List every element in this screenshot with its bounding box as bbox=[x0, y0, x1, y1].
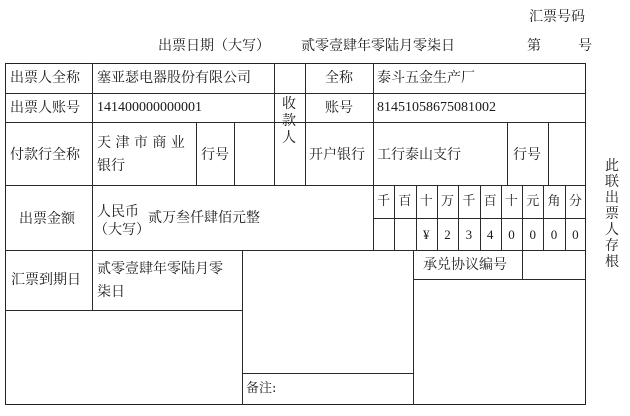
amount-unit-label: 元 bbox=[526, 194, 540, 209]
payee-side-label: 收 款 人 bbox=[282, 96, 296, 146]
col-divider bbox=[522, 250, 523, 279]
payee-name-label: 全称 bbox=[325, 70, 353, 86]
col-divider bbox=[92, 63, 93, 310]
draft-number-label: 汇票号码 bbox=[529, 9, 585, 25]
col-divider bbox=[242, 250, 243, 405]
amount-digit: ¥ bbox=[423, 227, 430, 242]
acceptance-row-divider bbox=[413, 279, 586, 280]
amount-digit: 2 bbox=[444, 227, 451, 242]
col-divider bbox=[548, 122, 549, 185]
drawer-account-label: 出票人账号 bbox=[10, 100, 80, 116]
payee-bank-code-label: 行号 bbox=[513, 147, 541, 163]
col-divider bbox=[413, 250, 414, 405]
col-divider bbox=[234, 122, 235, 185]
col-divider bbox=[373, 63, 374, 250]
page-label-hao: 号 bbox=[578, 38, 592, 54]
copy-note: 此 联 出 票 人 存 根 bbox=[605, 158, 619, 270]
amount-unit-label: 角 bbox=[547, 194, 561, 209]
remark-divider bbox=[242, 373, 413, 374]
issue-date-value: 贰零壹肆年零陆月零柒日 bbox=[301, 38, 455, 54]
payee-bank-value: 工行泰山支行 bbox=[377, 147, 461, 163]
amount-unit-label: 百 bbox=[483, 194, 497, 209]
acceptance-number-label: 承兑协议编号 bbox=[423, 257, 507, 273]
payee-account-value: 81451058675081002 bbox=[377, 100, 496, 115]
due-row-divider bbox=[5, 310, 242, 311]
col-divider bbox=[507, 122, 508, 185]
payer-bank-value-line2: 银行 bbox=[97, 158, 125, 174]
payer-bank-label: 付款行全称 bbox=[10, 147, 80, 163]
amount-digit: 0 bbox=[572, 227, 579, 242]
payee-name-value: 泰斗五金生产厂 bbox=[377, 70, 475, 86]
amount-in-words: 贰万叁仟肆佰元整 bbox=[148, 210, 260, 226]
amount-digit: 0 bbox=[508, 227, 515, 242]
due-date-value-line1: 贰零壹肆年零陆月零 bbox=[97, 261, 223, 277]
amount-unit-label: 万 bbox=[441, 194, 455, 209]
remark-label: 备注: bbox=[246, 381, 277, 396]
payee-bank-label: 开户银行 bbox=[309, 147, 365, 163]
amount-unit-label: 千 bbox=[462, 194, 476, 209]
col-divider bbox=[196, 122, 197, 185]
amount-label: 出票金额 bbox=[19, 211, 75, 227]
amount-unit-label: 十 bbox=[504, 194, 518, 209]
payee-account-label: 账号 bbox=[325, 100, 353, 116]
amount-digit: 0 bbox=[529, 227, 536, 242]
amount-digit: 3 bbox=[465, 227, 473, 242]
amount-digit: 0 bbox=[550, 227, 558, 242]
page-label-di: 第 bbox=[527, 38, 541, 54]
drawer-name-label: 出票人全称 bbox=[10, 70, 80, 86]
due-date-label: 汇票到期日 bbox=[11, 272, 81, 288]
payer-bank-code-label: 行号 bbox=[201, 147, 229, 163]
amount-unit-label: 分 bbox=[568, 194, 582, 209]
amount-unit-label: 千 bbox=[377, 194, 391, 209]
col-divider bbox=[305, 63, 306, 185]
col-divider bbox=[274, 63, 275, 185]
drawer-name-value: 塞亚瑟电器股份有限公司 bbox=[97, 70, 251, 86]
payer-bank-value-line1: 天 津 市 商 业 bbox=[97, 135, 185, 151]
issue-date-label: 出票日期（大写） bbox=[158, 38, 270, 54]
amount-unit-label: 十 bbox=[419, 194, 433, 209]
currency-label-line2: （大写） bbox=[94, 222, 150, 238]
amount-digit: 4 bbox=[486, 227, 494, 242]
due-date-value-line2: 柒日 bbox=[97, 284, 125, 300]
drawer-account-value: 141400000000001 bbox=[97, 100, 202, 115]
amount-unit-label: 百 bbox=[398, 194, 412, 209]
currency-label-line1: 人民币 bbox=[97, 204, 139, 220]
